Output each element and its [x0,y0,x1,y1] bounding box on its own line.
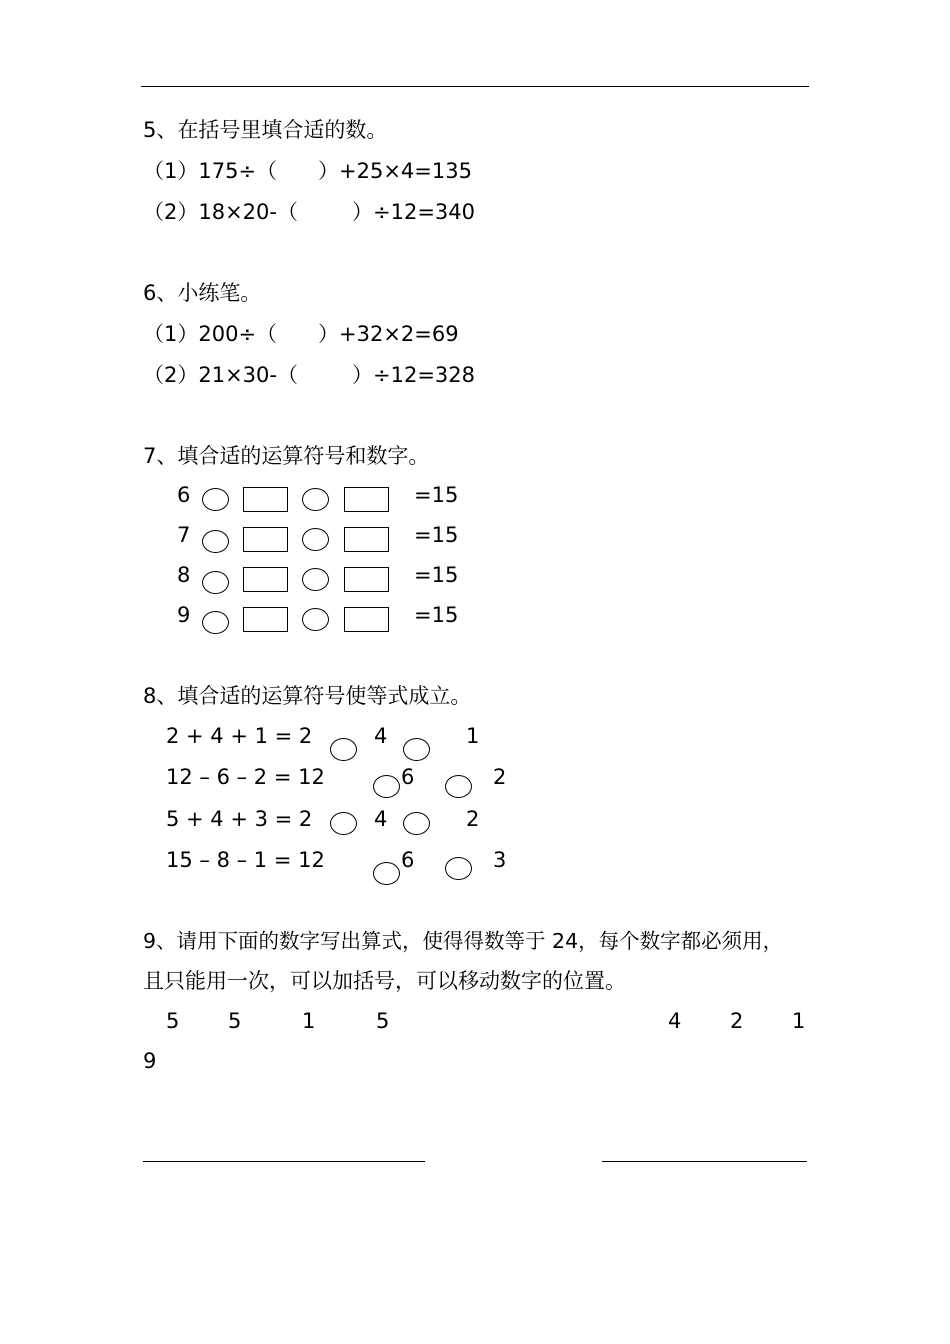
q5-line1-right: ）+25×4=135 [318,159,472,183]
q7-row-result: =15 [414,483,459,507]
q7-number-box[interactable] [243,527,288,552]
q8-row-n2: 2 [493,765,507,789]
q5-line1-left: （1）175÷（ [143,159,278,183]
q9-set2-digit: 1 [792,1009,806,1033]
q6-line2-right: ）÷12=328 [352,363,475,387]
q8-operator-circle[interactable] [403,812,430,835]
q7-row-lead: 7 [177,523,191,547]
q9-set1-digit: 1 [302,1009,316,1033]
q8-row-n1: 4 [374,807,388,831]
q7-operator-circle[interactable] [302,608,329,631]
q7-operator-circle[interactable] [202,611,229,634]
q9-set2-digit: 9 [143,1049,157,1073]
q8-operator-circle[interactable] [330,812,357,835]
q8-operator-circle[interactable] [330,738,357,761]
q7-number-box[interactable] [243,487,288,512]
q8-row-left: 12 – 6 – 2 = 12 [166,765,325,789]
q8-row-n1: 6 [401,765,415,789]
q7-number-box[interactable] [344,607,389,632]
q7-number-box[interactable] [344,527,389,552]
q7-row-result: =15 [414,603,459,627]
q7-operator-circle[interactable] [302,568,329,591]
q8-operator-circle[interactable] [445,775,472,798]
q7-row-result: =15 [414,523,459,547]
q7-row-lead: 9 [177,603,191,627]
q7-operator-circle[interactable] [202,571,229,594]
q7-row-lead: 8 [177,563,191,587]
top-rule [141,86,809,87]
q7-operator-circle[interactable] [202,530,229,553]
q9-set1-digit: 5 [228,1009,242,1033]
q9-title-line2: 且只能用一次，可以加括号，可以移动数字的位置。 [143,969,626,993]
q9-set2-digit: 4 [668,1009,682,1033]
q7-title: 7、填合适的运算符号和数字。 [143,444,430,468]
q8-row-n2: 1 [466,724,480,748]
q8-row-n1: 6 [401,848,415,872]
q7-row-lead: 6 [177,483,191,507]
q8-row-left: 5 + 4 + 3 = 2 [166,807,313,831]
q7-number-box[interactable] [344,567,389,592]
q9-title-line1: 9、请用下面的数字写出算式，使得得数等于 24，每个数字都必须用， [143,929,784,953]
q7-operator-circle[interactable] [302,528,329,551]
q8-operator-circle[interactable] [445,857,472,880]
q8-row-n2: 2 [466,807,480,831]
q7-number-box[interactable] [243,607,288,632]
q5-line2-right: ）÷12=340 [352,200,475,224]
q7-operator-circle[interactable] [302,488,329,511]
q9-set2-digit: 2 [730,1009,744,1033]
q8-row-n1: 4 [374,724,388,748]
q7-number-box[interactable] [344,487,389,512]
q8-operator-circle[interactable] [373,862,400,885]
q8-row-n2: 3 [493,848,507,872]
q7-row-result: =15 [414,563,459,587]
q8-title: 8、填合适的运算符号使等式成立。 [143,684,472,708]
q9-answer-line-left[interactable] [143,1161,425,1162]
q9-set1-digit: 5 [376,1009,390,1033]
q9-set1-digit: 5 [166,1009,180,1033]
q5-line2-left: （2）18×20-（ [143,200,298,224]
q8-row-left: 2 + 4 + 1 = 2 [166,724,313,748]
q6-line1-left: （1）200÷（ [143,322,278,346]
q8-operator-circle[interactable] [403,738,430,761]
q6-line1-right: ）+32×2=69 [318,322,459,346]
q9-answer-line-right[interactable] [602,1161,807,1162]
q7-operator-circle[interactable] [202,488,229,511]
q5-title: 5、在括号里填合适的数。 [143,118,388,142]
q6-line2-left: （2）21×30-（ [143,363,298,387]
q8-row-left: 15 – 8 – 1 = 12 [166,848,325,872]
q7-number-box[interactable] [243,567,288,592]
q8-operator-circle[interactable] [373,775,400,798]
q6-title: 6、小练笔。 [143,281,262,305]
